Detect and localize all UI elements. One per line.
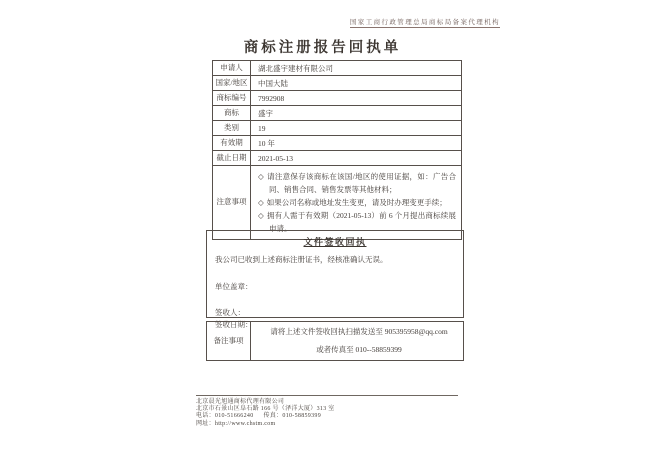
page-title: 商标注册报告回执单 — [243, 40, 402, 56]
row-value: 19 — [258, 123, 266, 133]
row-label: 国家/地区 — [213, 76, 251, 90]
diamond-bullet-icon: ◇ — [258, 172, 265, 181]
note-item — [258, 196, 456, 209]
notes-list — [251, 166, 461, 239]
row-label: 截止日期 — [213, 151, 251, 165]
row-label: 注意事项 — [213, 166, 251, 239]
diamond-bullet-icon: ◇ — [258, 211, 264, 220]
table-row-notes — [213, 165, 461, 239]
row-value: 10 年 — [258, 138, 275, 148]
note-text: 拥有人需于有效期（2021-05-13）前 6 个月提出商标续展申请。 — [266, 211, 456, 233]
footer-fax: 传真：010-58859399 — [263, 413, 321, 420]
remarks-label: 备注事项 — [207, 322, 251, 360]
table-row-trademark-number — [213, 90, 461, 105]
table-row-country — [213, 75, 461, 90]
table-row-expiry-date — [213, 150, 461, 165]
row-label: 商标 — [213, 106, 251, 120]
note-text: 如果公司名称或地址发生变更，请及时办理变更手续； — [266, 198, 447, 207]
company-stamp-label: 单位盖章： — [215, 282, 253, 291]
footer-website: 网址：http://www.chstm.com — [196, 420, 276, 427]
row-label: 申请人 — [213, 61, 251, 75]
agency-footer — [196, 395, 458, 428]
note-text: 请注意保存该商标在该国/地区的使用证据，如：广告合同、销售合同、销售发票等其他材料； — [267, 172, 456, 194]
table-row-validity — [213, 135, 461, 150]
row-label: 有效期 — [213, 136, 251, 150]
remarks-line-fax: 或者传真至 010--58859399 — [316, 345, 402, 354]
footer-contacts — [196, 413, 458, 420]
footer-phone: 电话：010-51666240 — [196, 413, 254, 420]
trademark-info-table — [212, 60, 462, 240]
receipt-section-title: 文件签收回执 — [303, 237, 367, 247]
table-row-applicant — [213, 61, 461, 75]
row-value: 2021-05-13 — [258, 153, 293, 163]
footer-company-name: 北京晨光旭通商标代理有限公司 — [196, 399, 285, 405]
row-value: 中国大陆 — [258, 78, 288, 88]
remarks-line-email: 请将上述文件签收回执扫描发送至 905395958@qq.com — [270, 327, 448, 336]
table-row-class — [213, 120, 461, 135]
footer-address: 北京市石景山区阜石路 166 号（泽洋大厦）313 室 — [196, 406, 335, 413]
diamond-bullet-icon: ◇ — [258, 198, 264, 207]
row-label: 类别 — [213, 121, 251, 135]
row-value: 盛宇 — [258, 108, 273, 118]
table-row-trademark — [213, 105, 461, 120]
receipt-confirmation-text: 我公司已收到上述商标注册证书，经核准确认无误。 — [215, 255, 388, 264]
row-value: 7992908 — [258, 93, 285, 103]
row-value: 湖北盛宇建材有限公司 — [258, 63, 333, 73]
document-receipt-section — [206, 230, 464, 329]
remarks-section — [206, 321, 464, 361]
remarks-content — [251, 322, 463, 360]
row-label: 商标编号 — [213, 91, 251, 105]
note-item — [258, 170, 456, 196]
agency-tagline: 国家工商行政管理总局商标局备案代理机构 — [349, 19, 500, 26]
signer-label: 签收人： — [215, 308, 245, 317]
sign-date-label: 签收日期： — [215, 320, 253, 329]
